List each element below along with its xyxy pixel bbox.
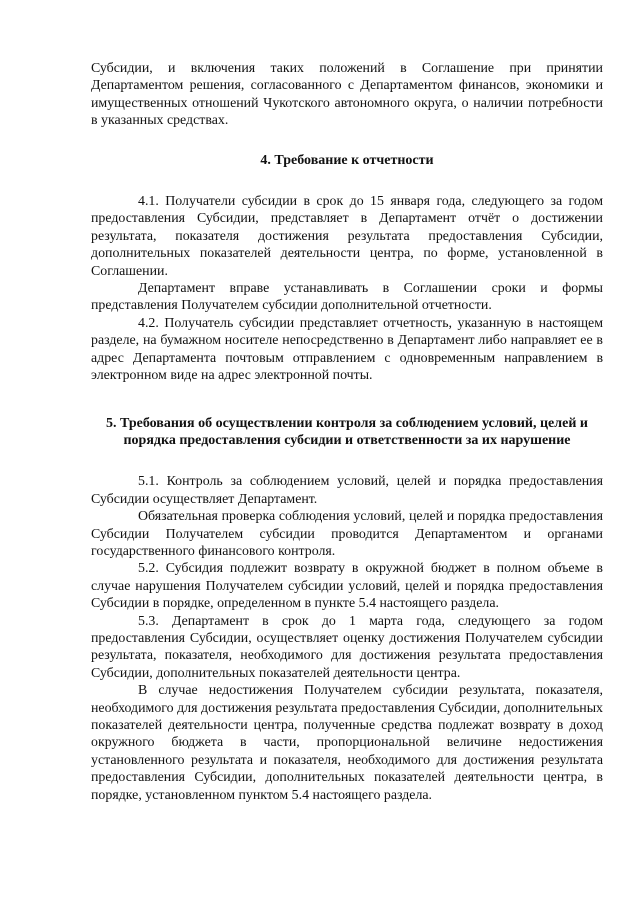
paragraph-5-2: 5.2. Субсидия подлежит возврату в окружной бюджет в полном объеме в случае нарушения Получателем субсидии условий, целей и порядка предоставления Субсидии в порядке, определенном в пункте 5.4 настоящего раздела. (91, 561, 603, 612)
paragraph-4-1-extra: Департамент вправе устанавливать в Соглашении сроки и формы представления Получателем субсидии дополнительной отчетности. (91, 281, 603, 314)
paragraph-5-3-extra: В случае недостижения Получателем субсидии результата, показателя, необходимого для достижения результата предоставления Субсидии, дополнительных показателей деятельности центра, полученные средства подлежат возврату в доход окружного бюджета в части, пропорциональной величине недостижения установленного результата и показателя, необходимого для достижения результата предоставления Субсидии, дополнительных показателей деятельности центра, в порядке, установленном пунктом 5.4 настоящего раздела. (91, 683, 603, 803)
paragraph-5-3: 5.3. Департамент в срок до 1 марта года, следующего за годом предоставления Субсидии, осуществляет оценку достижения Получателем субсидии результата, показателя, необходимого для достижения результата предоставления Субсидии, дополнительных показателей деятельности центра. (91, 613, 603, 681)
paragraph-4-1: 4.1. Получатели субсидии в срок до 15 января года, следующего за годом предоставления Субсидии, представляет в Департамент отчёт о достижении результата, показателя достижения результата предоставления Субсидии, дополнительных показателей деятельности центра, по форме, установленной в Соглашении. (91, 194, 603, 279)
section-5-heading: 5. Требования об осуществлении контроля за соблюдением условий, целей и порядка предоставления субсидии и ответственности за их нарушение (106, 415, 588, 448)
paragraph-5-1-extra: Обязательная проверка соблюдения условий, целей и порядка предоставления Субсидии Получателем субсидии проводится Департаментом и органами государственного финансового контроля. (91, 509, 603, 559)
paragraph-4-2: 4.2. Получатель субсидии представляет отчетность, указанную в настоящем разделе, на бумажном носителе непосредственно в Департамент либо направляет ее в адрес Департамента почтовым отправлением с одновременным направлением в электронном виде на адрес электронной почты. (91, 315, 603, 384)
section-4-heading: 4. Требование к отчетности (260, 152, 434, 168)
intro-paragraph: Субсидии, и включения таких положений в Соглашение при принятии Департаментом решения, согласованного с Департаментом финансов, экономики и имущественных отношений Чукотского автономного округа, о наличии потребности в указанных средствах. (91, 61, 603, 129)
paragraph-5-1: 5.1. Контроль за соблюдением условий, целей и порядка предоставления Субсидии осуществляет Департамент. (91, 474, 603, 507)
document-page (91, 60, 603, 804)
